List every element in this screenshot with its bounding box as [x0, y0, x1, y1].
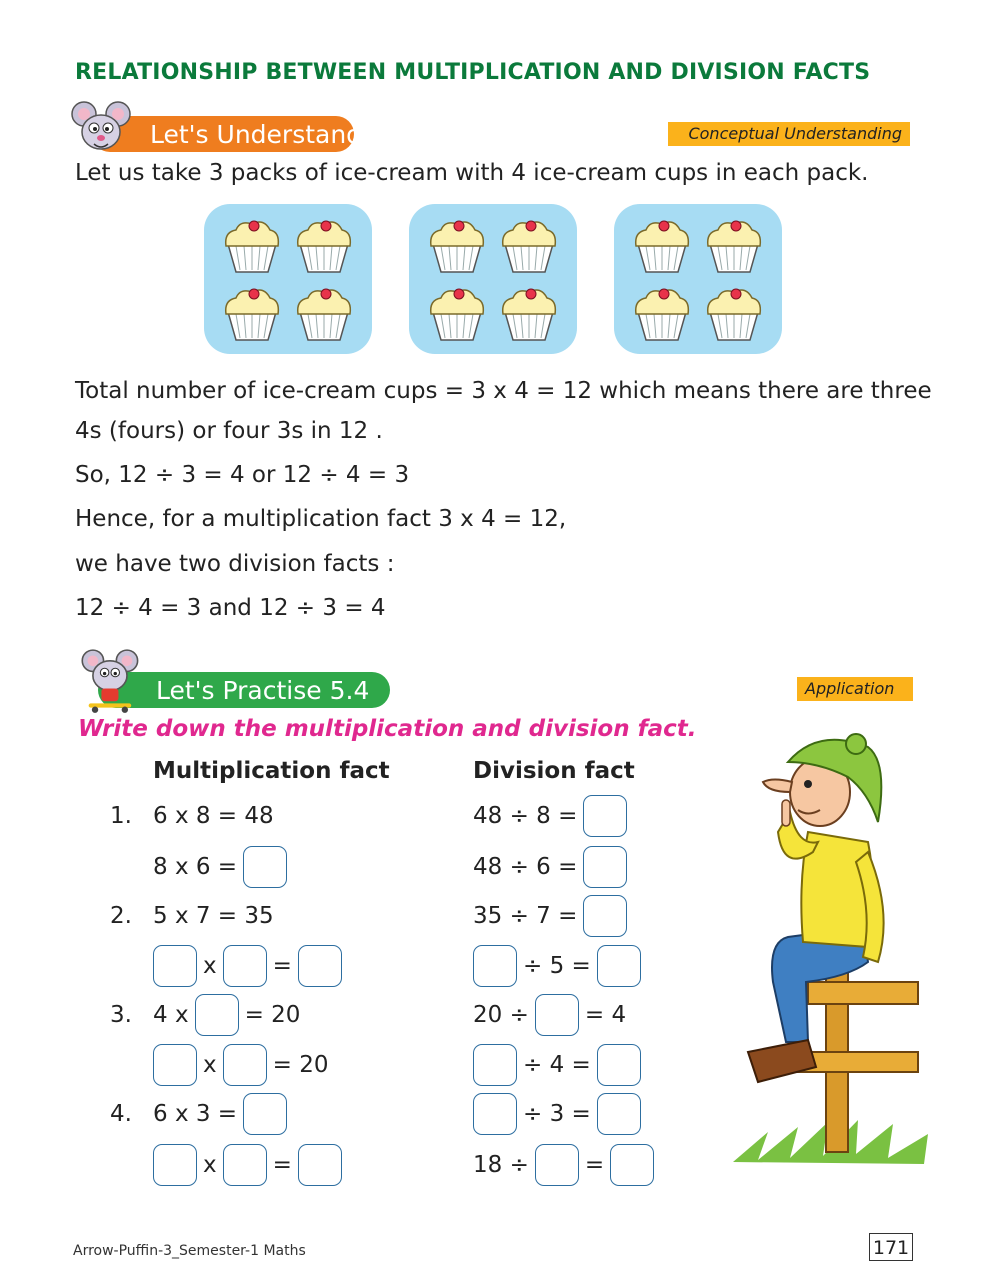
question-number-2: 2.	[110, 903, 132, 929]
ice-cream-pack-1	[204, 204, 372, 354]
answer-box[interactable]	[535, 994, 579, 1036]
answer-box[interactable]	[583, 846, 627, 888]
mouse-skateboard-icon	[78, 648, 144, 714]
lets-practise-label: Let's Practise 5.4	[156, 675, 370, 705]
answer-box[interactable]	[153, 1044, 197, 1086]
answer-box[interactable]	[153, 945, 197, 987]
q2-div-row-1: 35 ÷ 7 =	[473, 892, 627, 940]
book-title-footer: Arrow-Puffin-3_Semester-1 Maths	[73, 1243, 306, 1259]
section-heading: RELATIONSHIP BETWEEN MULTIPLICATION AND DIVISION FACTS	[75, 60, 871, 85]
q3-div-row-2: ÷ 4 =	[473, 1041, 641, 1089]
question-number-1: 1.	[110, 803, 132, 829]
answer-box[interactable]	[597, 1093, 641, 1135]
lets-understand-label: Let's Understand	[150, 119, 363, 149]
q2-div-row-2: ÷ 5 =	[473, 942, 641, 990]
explanation-line-6: 12 ÷ 4 = 3 and 12 ÷ 3 = 4	[75, 595, 386, 621]
division-fact-header: Division fact	[473, 758, 635, 784]
answer-box[interactable]	[195, 994, 239, 1036]
q3-div-row-1: 20 ÷ = 4	[473, 991, 626, 1039]
explanation-line-4: Hence, for a multiplication fact 3 x 4 = 12,	[75, 506, 567, 532]
intro-text: Let us take 3 packs of ice-cream with 4 ice-cream cups in each pack.	[75, 160, 869, 186]
q4-div-row-1: ÷ 3 =	[473, 1090, 641, 1138]
q4-mult-row-2: x =	[153, 1141, 342, 1189]
q1-mult-fact: 6 x 8 = 48	[153, 803, 274, 829]
explanation-line-5: we have two division facts :	[75, 551, 395, 577]
answer-box[interactable]	[223, 1044, 267, 1086]
instruction-text: Write down the multiplication and division fact.	[78, 716, 697, 742]
mouse-mascot-icon	[70, 100, 132, 156]
q1-div-row-2: 48 ÷ 6 =	[473, 843, 627, 891]
explanation-line-2: 4s (fours) or four 3s in 12 .	[75, 418, 383, 444]
answer-box[interactable]	[597, 945, 641, 987]
ice-cream-pack-3	[614, 204, 782, 354]
q3-mult-row-1: 4 x = 20	[153, 991, 300, 1039]
page-number: 171	[869, 1233, 913, 1261]
answer-box[interactable]	[535, 1144, 579, 1186]
q2-mult-fact: 5 x 7 = 35	[153, 903, 274, 929]
q4-mult-row-1: 6 x 3 =	[153, 1090, 287, 1138]
application-tag: Application	[797, 677, 913, 701]
answer-box[interactable]	[298, 1144, 342, 1186]
answer-box[interactable]	[223, 1144, 267, 1186]
conceptual-understanding-tag: Conceptual Understanding	[668, 122, 910, 146]
thinking-boy-illustration	[728, 722, 938, 1172]
question-number-3: 3.	[110, 1002, 132, 1028]
ice-cream-pack-2	[409, 204, 577, 354]
q1-div-row-1: 48 ÷ 8 =	[473, 792, 627, 840]
q4-div-row-2: 18 ÷ =	[473, 1141, 654, 1189]
answer-box[interactable]	[473, 1044, 517, 1086]
q2-mult-row-2: x =	[153, 942, 342, 990]
answer-box[interactable]	[223, 945, 267, 987]
answer-box[interactable]	[243, 846, 287, 888]
answer-box[interactable]	[473, 945, 517, 987]
answer-box[interactable]	[610, 1144, 654, 1186]
answer-box[interactable]	[153, 1144, 197, 1186]
q3-mult-row-2: x = 20	[153, 1041, 328, 1089]
answer-box[interactable]	[583, 795, 627, 837]
answer-box[interactable]	[298, 945, 342, 987]
question-number-4: 4.	[110, 1101, 132, 1127]
answer-box[interactable]	[583, 895, 627, 937]
answer-box[interactable]	[243, 1093, 287, 1135]
explanation-line-1: Total number of ice-cream cups = 3 x 4 = 12 which means there are three	[75, 378, 932, 404]
answer-box[interactable]	[473, 1093, 517, 1135]
multiplication-fact-header: Multiplication fact	[153, 758, 390, 784]
explanation-line-3: So, 12 ÷ 3 = 4 or 12 ÷ 4 = 3	[75, 462, 410, 488]
answer-box[interactable]	[597, 1044, 641, 1086]
q1-mult-row-2: 8 x 6 =	[153, 843, 287, 891]
